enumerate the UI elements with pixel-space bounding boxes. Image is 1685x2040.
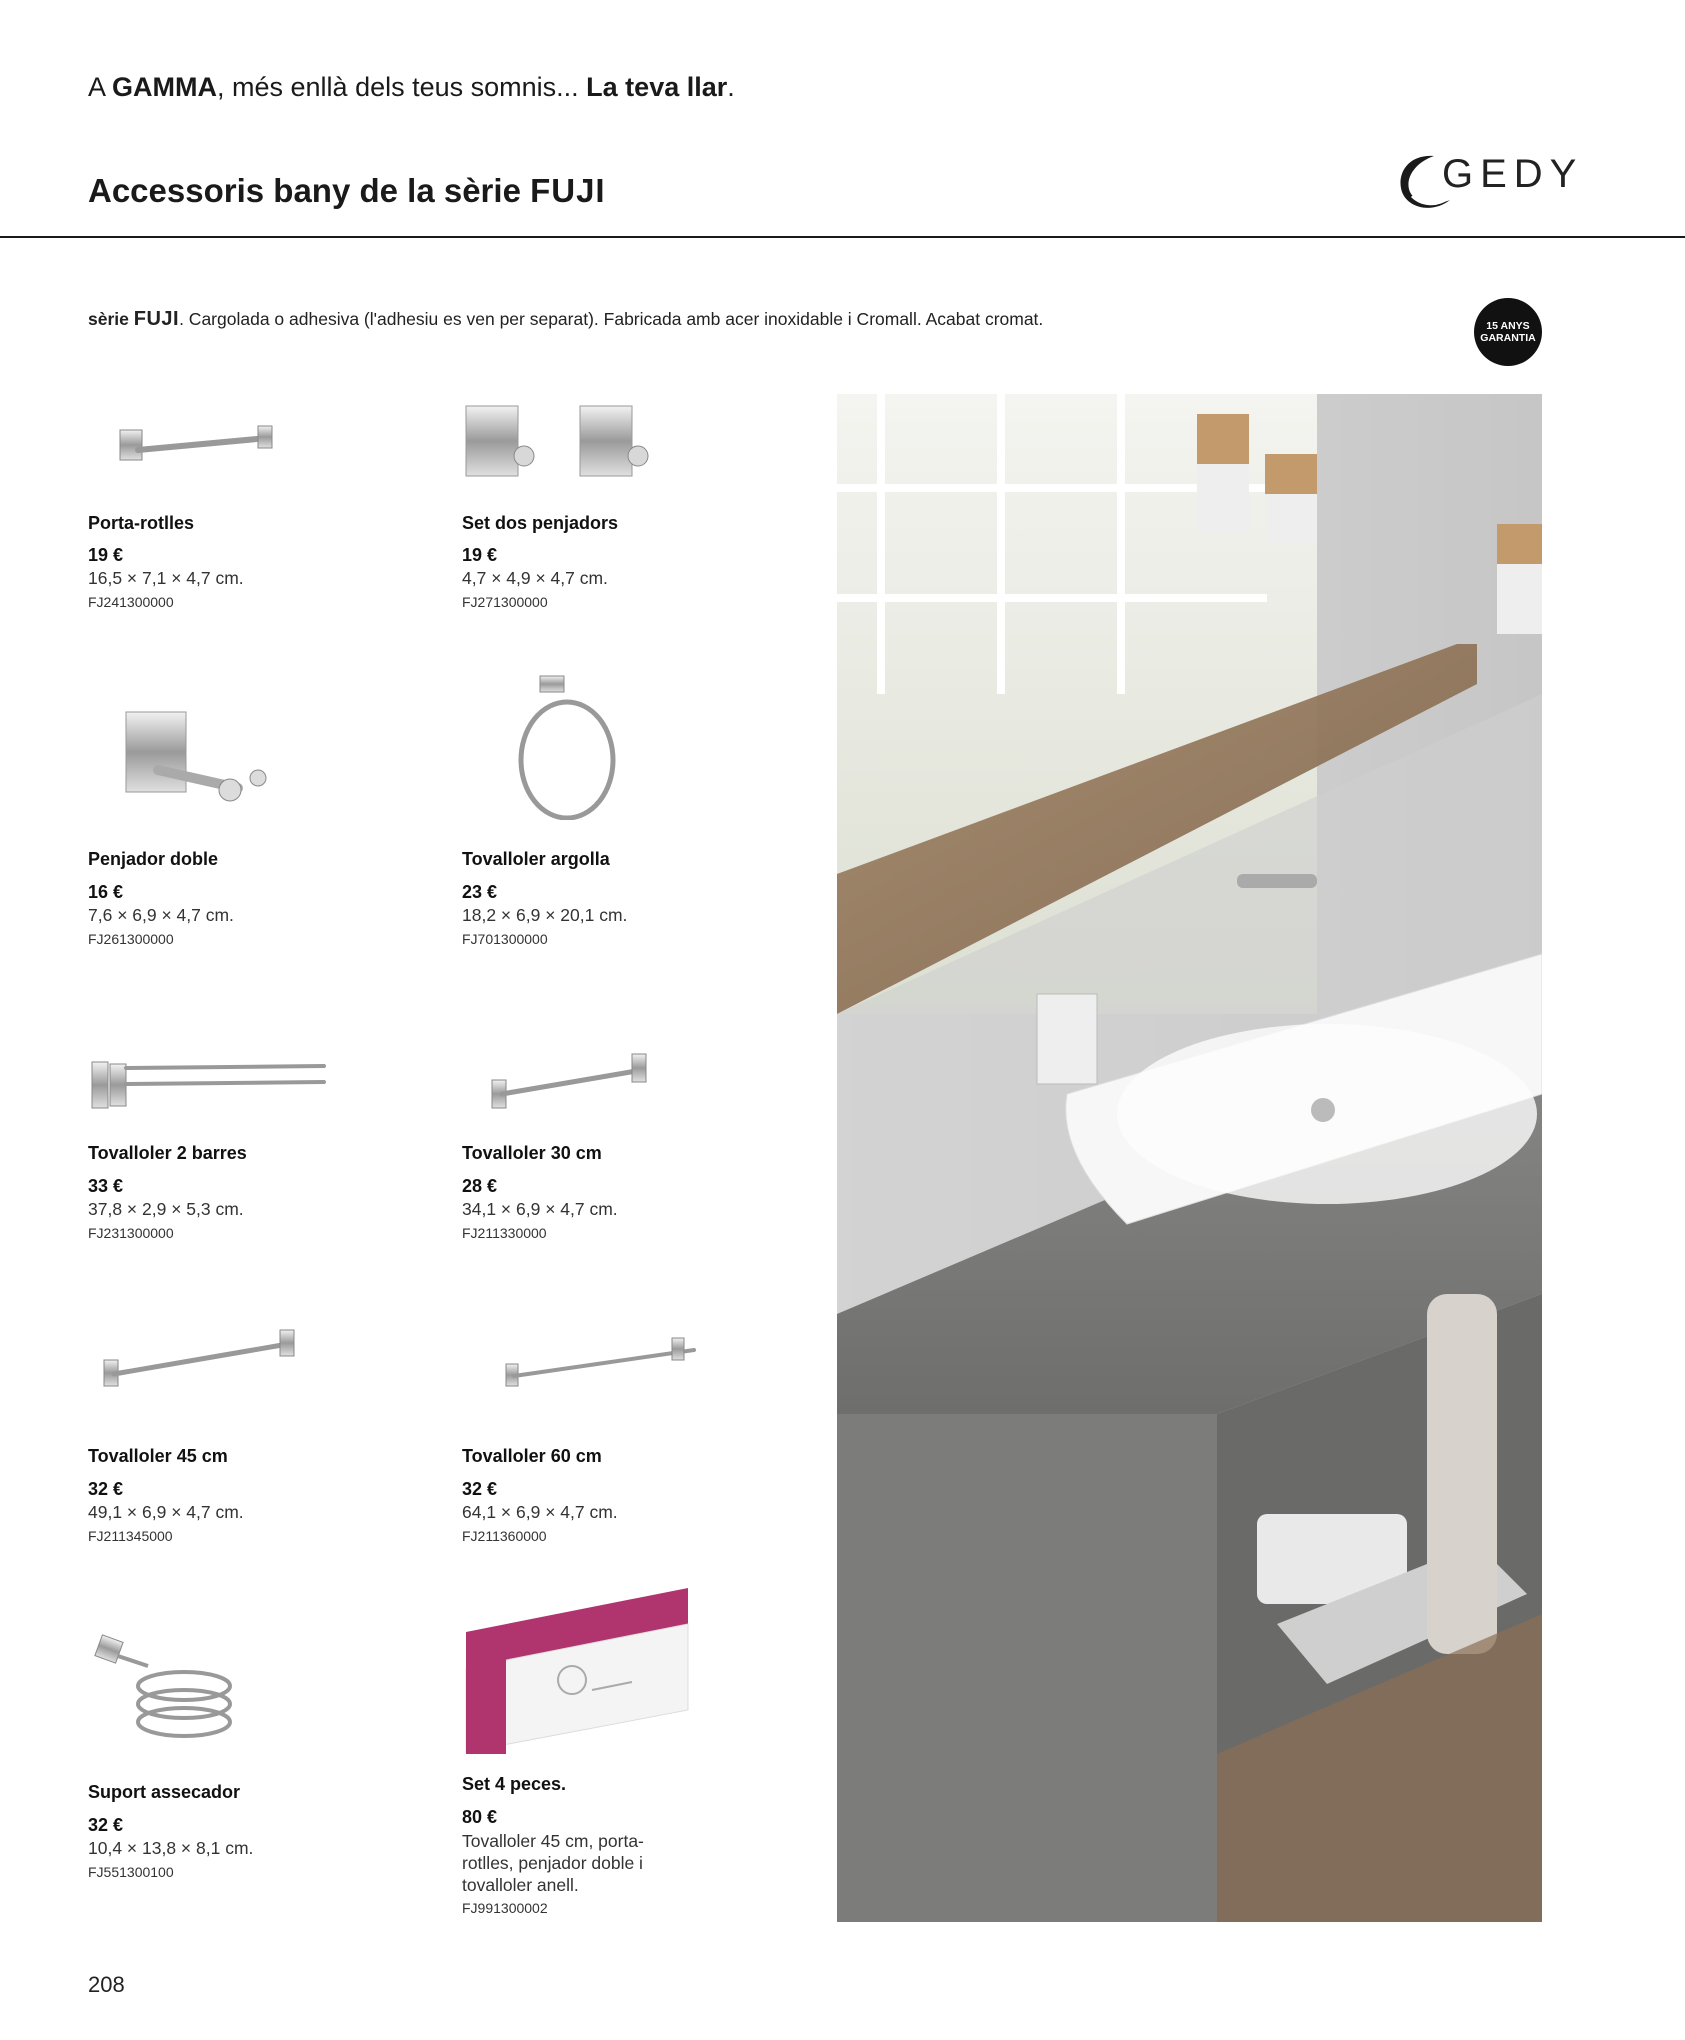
- product-code: FJ211330000: [462, 1225, 547, 1241]
- product-dimensions: 16,5 × 7,1 × 4,7 cm.: [88, 568, 244, 588]
- product-code: FJ991300002: [462, 1900, 548, 1916]
- product-name: Set 4 peces.: [462, 1774, 567, 1794]
- product-code: FJ261300000: [88, 931, 174, 947]
- product-price: 19 €: [462, 545, 498, 565]
- product-name: Tovalloler 30 cm: [462, 1143, 602, 1163]
- product-code: FJ551300100: [88, 1864, 174, 1880]
- product-name: Tovalloler 2 barres: [88, 1143, 247, 1163]
- double-hook-set-icon: [462, 392, 682, 492]
- tagline-strong: La teva llar: [586, 72, 728, 102]
- towel-ring-icon: [502, 670, 702, 820]
- product-dimensions: 18,2 × 6,9 × 20,1 cm.: [462, 905, 628, 925]
- product-dimensions: 64,1 × 6,9 × 4,7 cm.: [462, 1502, 618, 1522]
- warranty-badge: 15 ANYS GARANTIA: [1474, 298, 1542, 366]
- product-card: [462, 392, 792, 622]
- product-code: FJ211360000: [462, 1528, 547, 1544]
- product-code: FJ231300000: [88, 1225, 174, 1241]
- toilet-roll-holder-icon: [108, 392, 338, 492]
- product-dimensions: 37,8 × 2,9 × 5,3 cm.: [88, 1199, 244, 1219]
- product-card: [462, 1580, 792, 1920]
- hair-dryer-holder-icon: [88, 1620, 288, 1760]
- product-code: FJ211345000: [88, 1528, 173, 1544]
- tagline-brand: GAMMA: [112, 72, 218, 102]
- product-name: Tovalloler argolla: [462, 849, 610, 869]
- product-card: [88, 392, 418, 622]
- page-number: 208: [88, 1972, 125, 1997]
- product-code: FJ701300000: [462, 931, 548, 947]
- bathroom-lifestyle-photo: [837, 394, 1542, 1922]
- product-name: Penjador doble: [88, 849, 219, 869]
- product-price: 16 €: [88, 882, 124, 902]
- product-name: Tovalloler 45 cm: [88, 1446, 228, 1466]
- product-description: Tovalloler 45 cm, porta-rotlles, penjador doble i tovalloler anell.: [462, 1831, 644, 1895]
- product-card: [462, 1040, 792, 1245]
- header-divider: [0, 236, 1685, 238]
- product-price: 33 €: [88, 1176, 124, 1196]
- page-title-series: FUJI: [530, 172, 606, 209]
- tagline: A GAMMA, més enllà dels teus somnis... La teva llar.: [88, 72, 735, 102]
- double-robe-hook-icon: [118, 700, 318, 820]
- product-dimensions: 7,6 × 6,9 × 4,7 cm.: [88, 905, 234, 925]
- product-price: 23 €: [462, 882, 498, 902]
- product-card: [88, 1320, 418, 1550]
- two-bar-towel-rail-icon: [88, 1040, 338, 1120]
- towel-rail-45-icon: [88, 1320, 328, 1400]
- product-dimensions: 4,7 × 4,9 × 4,7 cm.: [462, 568, 608, 588]
- product-dimensions: 34,1 × 6,9 × 4,7 cm.: [462, 1199, 618, 1219]
- product-name: Porta-rotlles: [88, 513, 195, 533]
- product-price: 28 €: [462, 1176, 498, 1196]
- product-dimensions: 10,4 × 13,8 × 8,1 cm.: [88, 1838, 254, 1858]
- product-price: 19 €: [88, 545, 124, 565]
- product-price: 32 €: [462, 1479, 498, 1499]
- towel-rail-60-icon: [462, 1320, 712, 1400]
- product-code: FJ241300000: [88, 594, 174, 610]
- series-intro: sèrie FUJI. Cargolada o adhesiva (l'adhesiu es ven per separat). Fabricada amb acer inoxidable i Cromall. Acabat cromat.: [88, 308, 1044, 330]
- product-price: 80 €: [462, 1807, 498, 1827]
- intro-series: FUJI: [133, 308, 180, 330]
- product-card: [462, 670, 792, 950]
- product-price: 32 €: [88, 1479, 124, 1499]
- product-code: FJ271300000: [462, 594, 548, 610]
- product-name: Tovalloler 60 cm: [462, 1446, 602, 1466]
- product-name: Set dos penjadors: [462, 513, 619, 533]
- product-card: [462, 1320, 792, 1550]
- product-name: Suport assecador: [88, 1782, 241, 1802]
- product-card: [88, 1040, 418, 1245]
- towel-rail-30-icon: [462, 1040, 692, 1120]
- product-card: [88, 700, 418, 950]
- product-dimensions: 49,1 × 6,9 × 4,7 cm.: [88, 1502, 244, 1522]
- gedy-logo: [1392, 148, 1584, 218]
- page-title: Accessoris bany de la sèrie FUJI: [88, 172, 606, 209]
- product-card: [88, 1620, 418, 1880]
- bathroom-scene-icon: [837, 394, 1542, 1922]
- brand-logo-text: GEDY: [1442, 152, 1584, 196]
- four-piece-set-box-icon: [462, 1580, 692, 1760]
- product-price: 32 €: [88, 1815, 124, 1835]
